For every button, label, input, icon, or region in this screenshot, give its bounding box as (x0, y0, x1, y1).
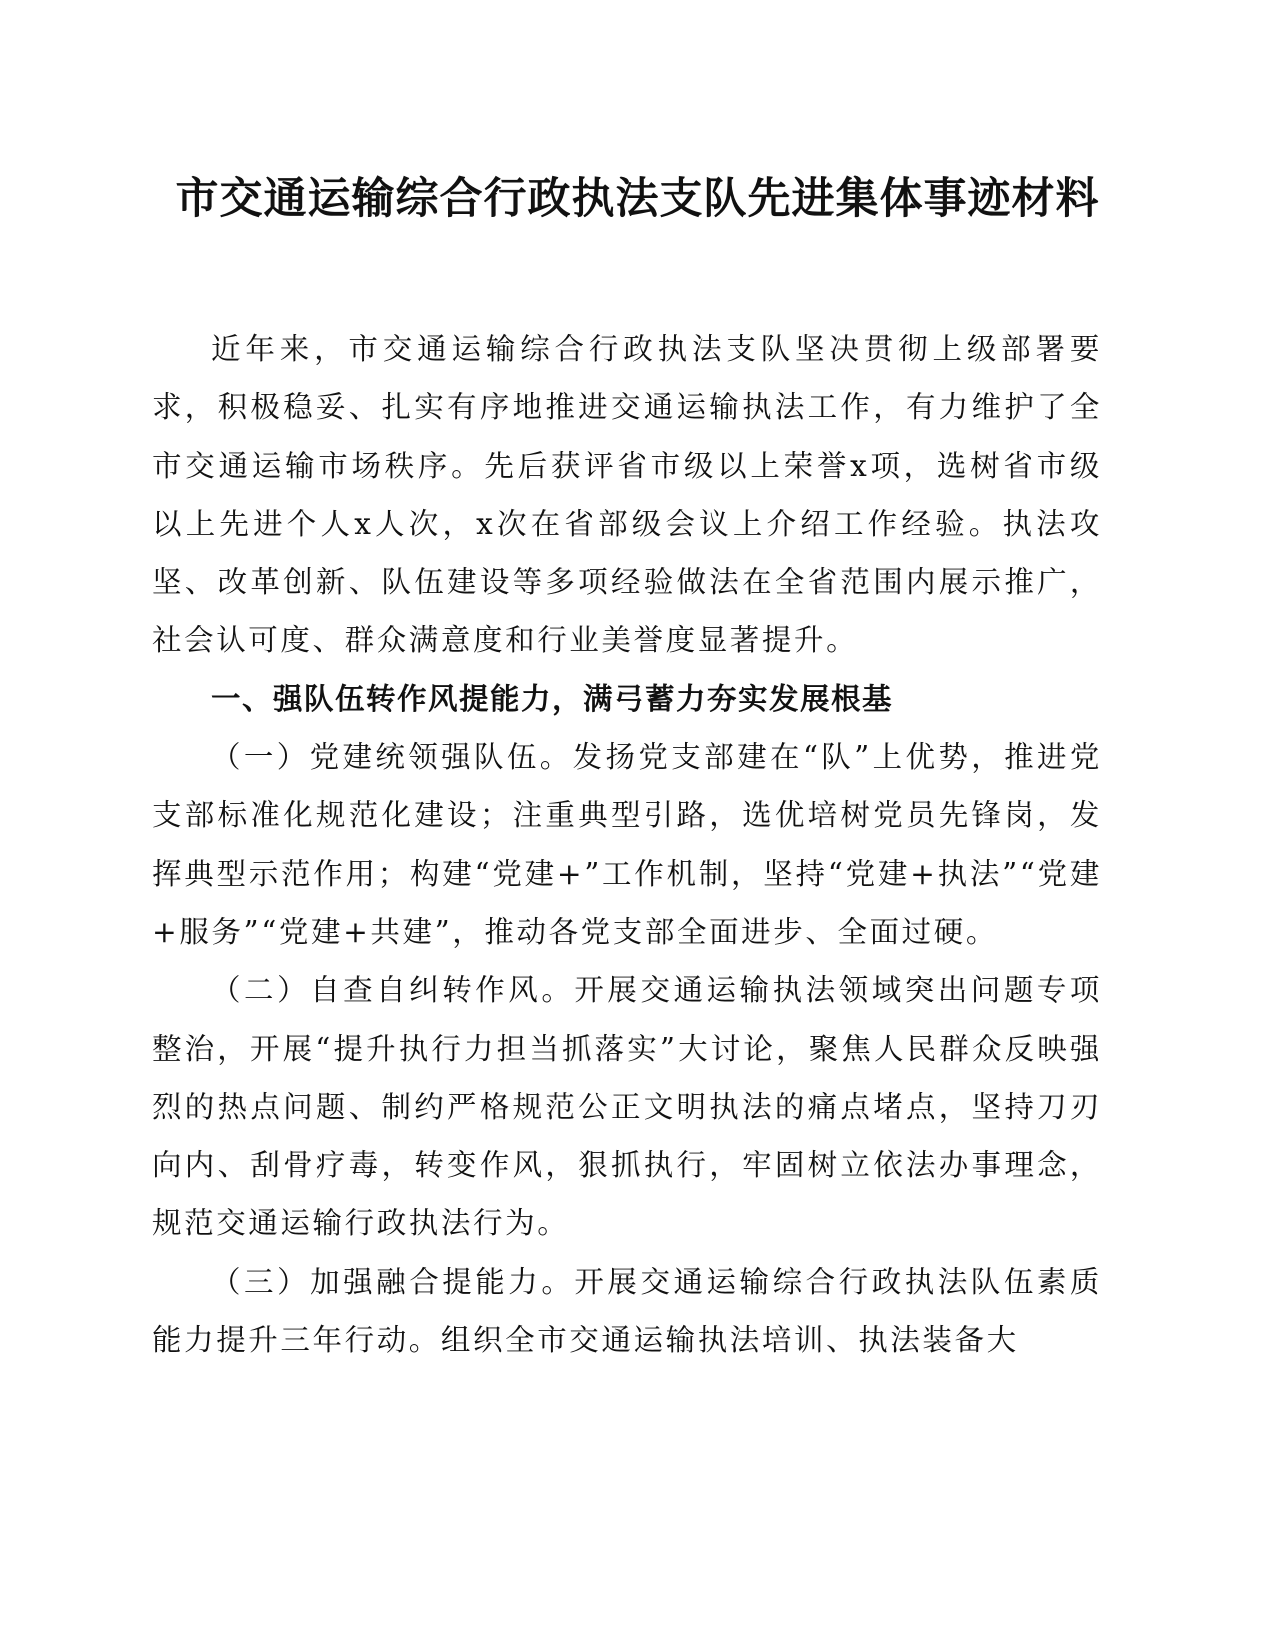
subsection-paragraph: （一）党建统领强队伍。发扬党支部建在“队”上优势，推进党支部标准化规范化建设；注重典型引路，选优培树党员先锋岗，发挥典型示范作用；构建“党建+”工作机制，坚持“党建+执法”“党建+服务”“党建+共建”，推动各党支部全面进步、全面过硬。 (152, 740, 1102, 949)
intro-paragraph: 近年来，市交通运输综合行政执法支队坚决贯彻上级部署要求，积极稳妥、扎实有序地推进交通运输执法工作，有力维护了全市交通运输市场秩序。先后获评省市级以上荣誉x项，选树省市级以上先进个人x人次，x次在省部级会议上介绍工作经验。执法攻坚、改革创新、队伍建设等多项经验做法在全省范围内展示推广，社会认可度、群众满意度和行业美誉度显著提升。 (152, 332, 1102, 658)
subsection-paragraph: （二）自查自纠转作风。开展交通运输执法领域突出问题专项整治，开展“提升执行力担当抓落实”大讨论，聚焦人民群众反映强烈的热点问题、制约严格规范公正文明执法的痛点堵点，坚持刀刃向内、刮骨疗毒，转变作风，狠抓执行，牢固树立依法办事理念，规范交通运输行政执法行为。 (152, 973, 1102, 1241)
section-heading: 一、强队伍转作风提能力，满弓蓄力夯实发展根基 (211, 681, 894, 716)
subsection-paragraph: （三）加强融合提能力。开展交通运输综合行政执法队伍素质能力提升三年行动。组织全市交通运输执法培训、执法装备大 (152, 1264, 1102, 1358)
document-title: 市交通运输综合行政执法支队先进集体事迹材料 (175, 174, 1100, 224)
document-body (152, 320, 1102, 1369)
